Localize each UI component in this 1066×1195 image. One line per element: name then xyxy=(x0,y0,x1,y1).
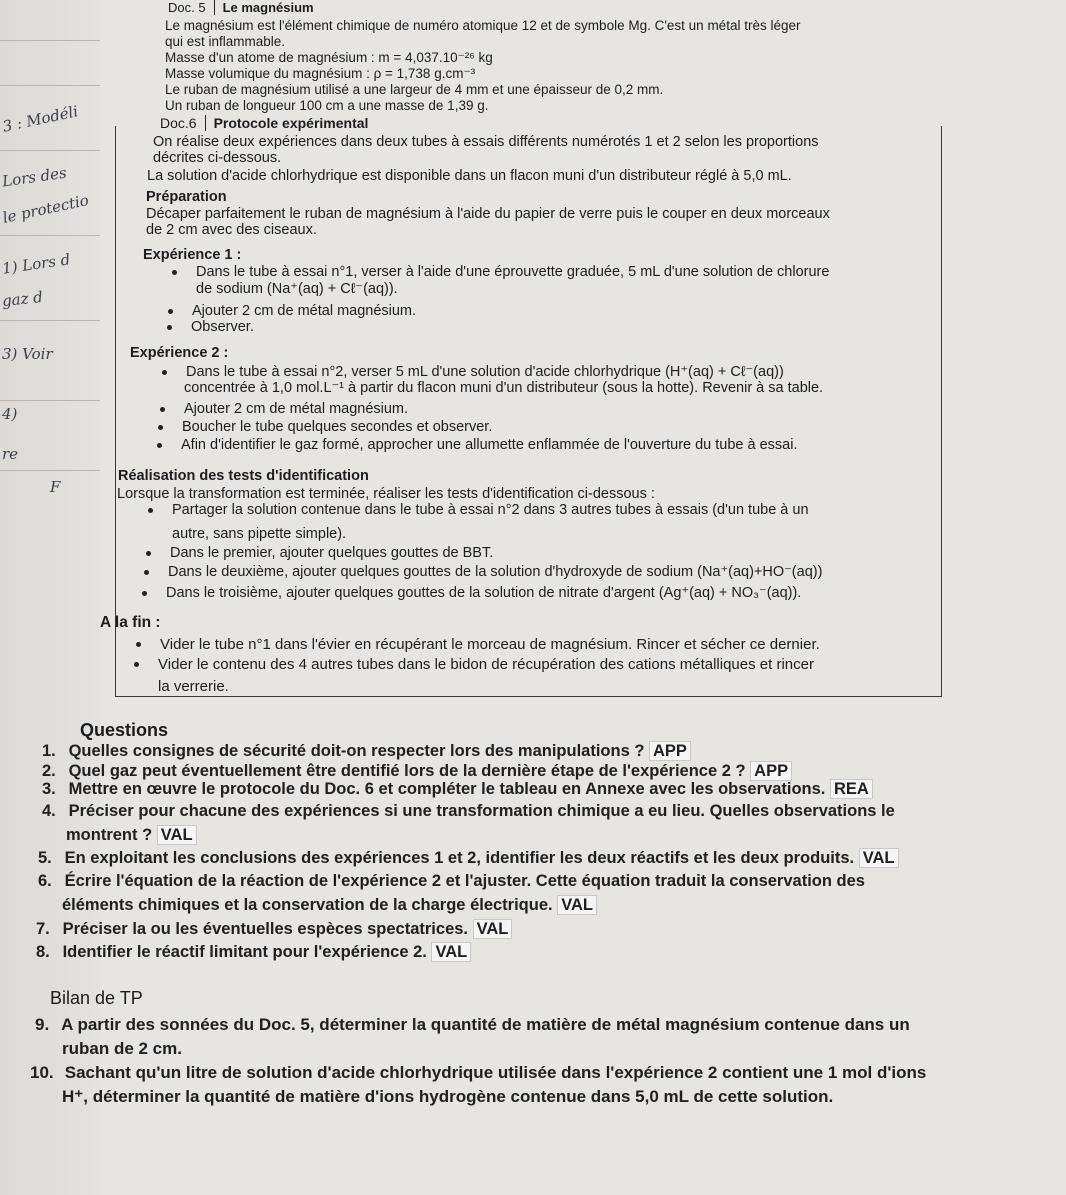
question-item xyxy=(42,742,691,761)
question-item xyxy=(38,849,899,868)
preparation-line: de 2 cm avec des ciseaux. xyxy=(146,222,317,238)
ruled-line xyxy=(0,150,100,151)
doc6-label: Doc.6 xyxy=(160,115,206,131)
bilan-text: ruban de 2 cm. xyxy=(62,1039,182,1058)
doc5-header xyxy=(168,0,314,15)
bilan-text: A partir des sonnées du Doc. 5, déterminer la quantité de matière de métal magnésium contenue dans un xyxy=(61,1015,910,1034)
doc5-line: qui est inflammable. xyxy=(165,34,286,49)
question-text: Quel gaz peut éventuellement être dentifié lors de la dernière étape de l'expérience 2 ? xyxy=(68,762,746,780)
question-text: Identifier le réactif limitant pour l'expérience 2. xyxy=(62,943,427,961)
skill-tag: VAL xyxy=(557,895,597,915)
skill-tag: APP xyxy=(750,761,792,781)
question-item-cont xyxy=(66,826,197,845)
question-number: 8. xyxy=(36,943,50,961)
margin-note: le protectio xyxy=(1,191,91,227)
tests-title: Réalisation des tests d'identification xyxy=(118,468,369,484)
question-number: 7. xyxy=(36,920,50,938)
bilan-item xyxy=(35,1015,910,1035)
question-number: 3. xyxy=(42,780,56,798)
bilan-item xyxy=(30,1063,926,1083)
skill-tag: VAL xyxy=(473,919,513,939)
bilan-text: H⁺, déterminer la quantité de matière d'ions hydrogène contenue dans 5,0 mL de cette solution. xyxy=(62,1087,834,1106)
end-title: A la fin : xyxy=(100,614,161,631)
question-number: 1. xyxy=(42,742,56,760)
questions-title: Questions xyxy=(80,720,169,740)
bilan-item-cont xyxy=(62,1039,182,1059)
question-text: Préciser pour chacune des expériences si une transformation chimique a eu lieu. Quelles observations le xyxy=(68,802,895,820)
exp1-step: Observer. xyxy=(191,319,254,335)
exp2-title: Expérience 2 : xyxy=(130,345,229,361)
question-number: 5. xyxy=(38,849,52,867)
exp2-step-cont: concentrée à 1,0 mol.L⁻¹ à partir du flacon muni d'un distributeur (sous la hotte). Revenir à sa table. xyxy=(184,380,824,396)
tests-step: Partager la solution contenue dans le tube à essai n°2 dans 3 autres tubes à essais (d'un tube à un xyxy=(172,502,809,518)
doc5-line: Le magnésium est l'élément chimique de numéro atomique 12 et de symbole Mg. C'est un métal très léger xyxy=(165,18,801,33)
skill-tag: VAL xyxy=(157,825,197,845)
question-text: Mettre en œuvre le protocole du Doc. 6 et compléter le tableau en Annexe avec les observations. xyxy=(68,780,826,798)
doc5-title: Le magnésium xyxy=(222,0,314,15)
bilan-number: 10. xyxy=(30,1063,54,1082)
doc6-intro-line: La solution d'acide chlorhydrique est disponible dans un flacon muni d'un distributeur réglé à 5,0 mL. xyxy=(147,168,792,184)
doc6-intro-line: décrites ci-dessous. xyxy=(153,150,282,166)
doc5-line: Le ruban de magnésium utilisé a une largeur de 4 mm et une épaisseur de 0,2 mm. xyxy=(165,82,664,97)
question-item xyxy=(42,780,873,799)
tests-step: Dans le premier, ajouter quelques gouttes de BBT. xyxy=(170,545,494,561)
skill-tag: REA xyxy=(830,779,873,799)
question-number: 4. xyxy=(42,802,56,820)
exp1-step: Dans le tube à essai n°1, verser à l'aide d'une éprouvette graduée, 5 mL d'une solution de chlorure xyxy=(196,264,830,280)
ruled-line xyxy=(0,400,100,401)
ruled-line xyxy=(0,320,100,321)
question-item xyxy=(42,762,792,781)
question-item xyxy=(42,802,895,821)
end-step: Vider le tube n°1 dans l'évier en récupérant le morceau de magnésium. Rincer et sécher ce dernier. xyxy=(160,636,820,653)
margin-note: 4) xyxy=(2,405,18,423)
doc5-label: Doc. 5 xyxy=(168,0,215,15)
question-item xyxy=(36,920,512,939)
margin-note: 1) Lors d xyxy=(1,250,72,278)
preparation-line: Décaper parfaitement le ruban de magnésium à l'aide du papier de verre puis le couper en deux morceaux xyxy=(146,206,830,222)
exp2-step: Afin d'identifier le gaz formé, approcher une allumette enflammée de l'ouverture du tube à essai. xyxy=(181,437,798,453)
question-text: éléments chimiques et la conservation de la charge électrique. xyxy=(62,896,553,914)
doc5-body xyxy=(165,18,1055,114)
bilan-item-cont xyxy=(62,1087,833,1107)
ruled-line xyxy=(0,40,100,41)
question-item xyxy=(38,872,865,891)
question-text: Quelles consignes de sécurité doit-on respecter lors des manipulations ? xyxy=(68,742,645,760)
margin-note: gaz d xyxy=(1,287,44,311)
doc5-line: Masse d'un atome de magnésium : m = 4,037.10⁻²⁶ kg xyxy=(165,50,493,65)
question-number: 2. xyxy=(42,762,56,780)
margin-note: 3 : Modéli xyxy=(0,102,80,136)
end-step-cont: la verrerie. xyxy=(158,678,229,695)
ruled-line xyxy=(0,235,100,236)
preparation-title: Préparation xyxy=(146,189,227,205)
doc5-line: Masse volumique du magnésium : ρ = 1,738 g.cm⁻³ xyxy=(165,66,476,81)
bilan-text: Sachant qu'un litre de solution d'acide chlorhydrique utilisée dans l'expérience 2 contient une 1 mol d'ions xyxy=(64,1063,927,1082)
question-text: En exploitant les conclusions des expériences 1 et 2, identifier les deux réactifs et les deux produits. xyxy=(64,849,855,867)
end-step: Vider le contenu des 4 autres tubes dans le bidon de récupération des cations métalliques et rincer xyxy=(158,656,814,673)
skill-tag: APP xyxy=(649,741,691,761)
question-item xyxy=(36,943,471,962)
question-text: Écrire l'équation de la réaction de l'expérience 2 et l'ajuster. Cette équation traduit la conservation des xyxy=(64,872,865,890)
tests-step-cont: autre, sans pipette simple). xyxy=(172,526,347,542)
skill-tag: VAL xyxy=(431,942,471,962)
question-item-cont xyxy=(62,896,597,915)
doc6-header xyxy=(160,115,368,131)
margin-note: 3) Voir xyxy=(2,345,53,363)
question-text: montrent ? xyxy=(66,826,153,844)
tests-step: Dans le troisième, ajouter quelques gouttes de la solution de nitrate d'argent (Ag⁺(aq) + NO₃⁻(aq)). xyxy=(166,585,802,601)
margin-note: Lors des xyxy=(1,163,68,191)
margin-note: F xyxy=(50,478,61,496)
exp2-step: Boucher le tube quelques secondes et observer. xyxy=(182,419,493,435)
doc6-title: Protocole expérimental xyxy=(213,115,369,131)
tests-intro: Lorsque la transformation est terminée, réaliser les tests d'identification ci-dessous : xyxy=(117,486,655,502)
skill-tag: VAL xyxy=(859,848,899,868)
tests-step: Dans le deuxième, ajouter quelques gouttes de la solution d'hydroxyde de sodium (Na⁺(aq)+HO⁻(aq)) xyxy=(168,564,823,580)
margin-note: re xyxy=(2,445,19,463)
exp2-step: Dans le tube à essai n°2, verser 5 mL d'une solution d'acide chlorhydrique (H⁺(aq) + Cℓ⁻(aq)) xyxy=(186,364,784,380)
bilan-title: Bilan de TP xyxy=(50,988,143,1008)
ruled-line xyxy=(0,85,100,86)
exp2-step: Ajouter 2 cm de métal magnésium. xyxy=(184,401,409,417)
exp1-title: Expérience 1 : xyxy=(143,247,242,263)
exp1-step-cont: de sodium (Na⁺(aq) + Cℓ⁻(aq)). xyxy=(196,281,398,297)
question-number: 6. xyxy=(38,872,52,890)
doc6-intro-line: On réalise deux expériences dans deux tubes à essais différents numérotés 1 et 2 selon les proportions xyxy=(153,134,819,150)
exp1-step: Ajouter 2 cm de métal magnésium. xyxy=(192,303,417,319)
doc5-line: Un ruban de longueur 100 cm a une masse de 1,39 g. xyxy=(165,98,489,113)
question-text: Préciser la ou les éventuelles espèces spectatrices. xyxy=(62,920,469,938)
bilan-number: 9. xyxy=(35,1015,50,1034)
ruled-line xyxy=(0,470,100,471)
